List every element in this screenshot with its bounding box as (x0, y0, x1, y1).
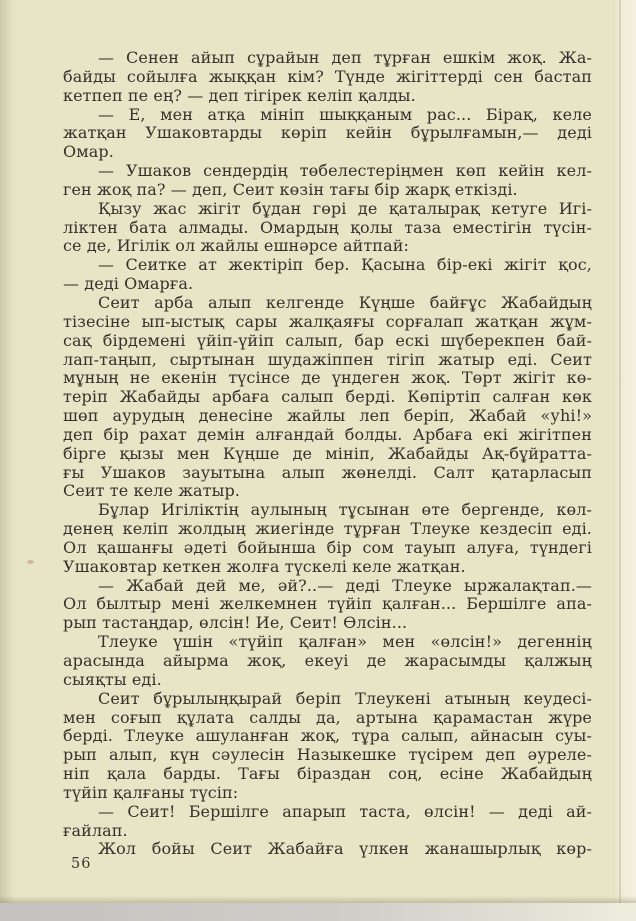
text-line: түйіп қалғаны түсіп: (63, 782, 239, 802)
text-line: мен соғып құлата салды да, артына қарамастан жүре (63, 707, 592, 727)
text-line: сыяқты еді. (63, 669, 162, 689)
text-line: берді. Тлеуке ашуланған жоқ, тұра салып, айнасын суы- (63, 726, 592, 746)
text-line: бірге қызы мен Күңше де мініп, Жабайды Ақ-бұйратта- (63, 443, 592, 463)
text-line: Сеит бұрылыңқырай беріп Тлеукені атының кеудесі- (98, 688, 592, 708)
text-line: — Сеитке ат жектіріп бер. Қасына бір-екі жігіт қос, (98, 255, 592, 275)
text-line: Бұлар Игіліктің аулының тұсынан өте бергенде, көл- (98, 500, 592, 520)
text-line: — Сеит! Бершілге апарып таста, өлсін! — деді ай- (98, 801, 592, 821)
text-line: Сеит те келе жатыр. (63, 481, 240, 501)
text-line: Омар. (63, 142, 114, 162)
text-line: Тлеуке үшін «түйіп қалған» мен «өлсін!» дегеннің (98, 632, 592, 652)
text-line: лап-таңып, сыртынан шудажіппен тігіп жатыр еді. Сеит (63, 349, 592, 369)
text-line: тізесіне ып-ыстық сары жалқаяғы сорғалап жатқан жұм- (63, 311, 592, 331)
text-line: денең келіп жолдың жиегінде тұрған Тлеуке кездесіп еді. (63, 519, 592, 539)
text-line: теріп Жабайды арбаға салып берді. Көпіртіп салған көк (63, 387, 592, 407)
text-line: рып алып, күн сәулесін Назыкешке түсірем деп әуреле- (63, 745, 592, 765)
text-line: Ол қашанғы әдеті бойынша бір сом тауып алуға, түндегі (63, 537, 592, 557)
text-line: ғы Ушаков зауытына алып жөнелді. Салт қатарласып (63, 462, 592, 482)
text-line: ліктен бата алмады. Омардың қолы таза еместігін түсін- (63, 217, 592, 237)
text-line: — Жабай дей ме, әй?..— деді Тлеуке ыржалақтап.— (98, 575, 592, 595)
text-line: Сеит арба алып келгенде Күңше байғұс Жабайдың (98, 292, 592, 312)
text-line: арасында айырма жоқ, екеуі де жарасымды қалжың (63, 651, 592, 670)
text-line: деп бір рахат демін алғандай болды. Арбаға екі жігітпен (63, 424, 592, 444)
text-line: мұның не екенін түсінсе де үндеген жоқ. Төрт жігіт кө- (63, 368, 592, 388)
text-line: жатқан Ушаковтарды көріп кейін бұрылғамын,— деді (63, 123, 592, 143)
text-line: — Сенен айып сұрайын деп тұрған ешкім жоқ. Жа- (98, 48, 592, 67)
text-line: се де, Игілік ол жайлы ешнәрсе айтпай: (63, 236, 409, 256)
scan-speck (27, 560, 34, 564)
text-line: шөп аурудың денесіне жайлы леп беріп, Жабай «уһі!» (63, 406, 592, 426)
text-line: рып тастаңдар, өлсін! Ие, Сеит! Өлсін... (63, 613, 408, 633)
page-text-block (63, 49, 592, 859)
page-number: 56 (71, 856, 92, 872)
text-line: ніп қала барды. Тағы біраздан соң, есіне Жабайдың (63, 764, 592, 784)
left-edge-shade (0, 0, 14, 921)
text-line: Жол бойы Сеит Жабайға үлкен жанашырлық көр- (98, 839, 592, 859)
text-line: ген жоқ па? — деп, Сеит көзін тағы бір жарқ еткізді. (63, 179, 518, 199)
text-line: Қызу жас жігіт бұдан гөрі де қаталырақ кетуге Игі- (98, 198, 592, 218)
text-line: сақ бірдемені үйіп-үйіп салып, бар ескі шүберекпен бай- (63, 330, 592, 350)
text-line: байды сойылға жыққан кім? Түнде жігіттерді сен бастап (63, 66, 592, 86)
text-line: Ушаковтар кеткен жолға түскелі келе жатқан. (63, 556, 466, 576)
text-line: кетпеп пе ең? — деп тігірек келіп қалды. (63, 85, 416, 105)
scan-bottom-band (0, 903, 636, 921)
page-bottom-shadow (0, 896, 636, 903)
text-line: — деді Омарға. (63, 274, 194, 294)
text-line: ғайлап. (63, 820, 128, 840)
right-edge-line (619, 0, 621, 921)
text-line: — Ушаков сендердің төбелестеріңмен көп кейін кел- (98, 161, 592, 181)
text-line: — Е, мен атқа мініп шыққаным рас... Бірақ, келе (98, 104, 592, 124)
text-line: Ол былтыр мені желкемнен түйіп қалған... Бершілге апа- (63, 594, 592, 614)
